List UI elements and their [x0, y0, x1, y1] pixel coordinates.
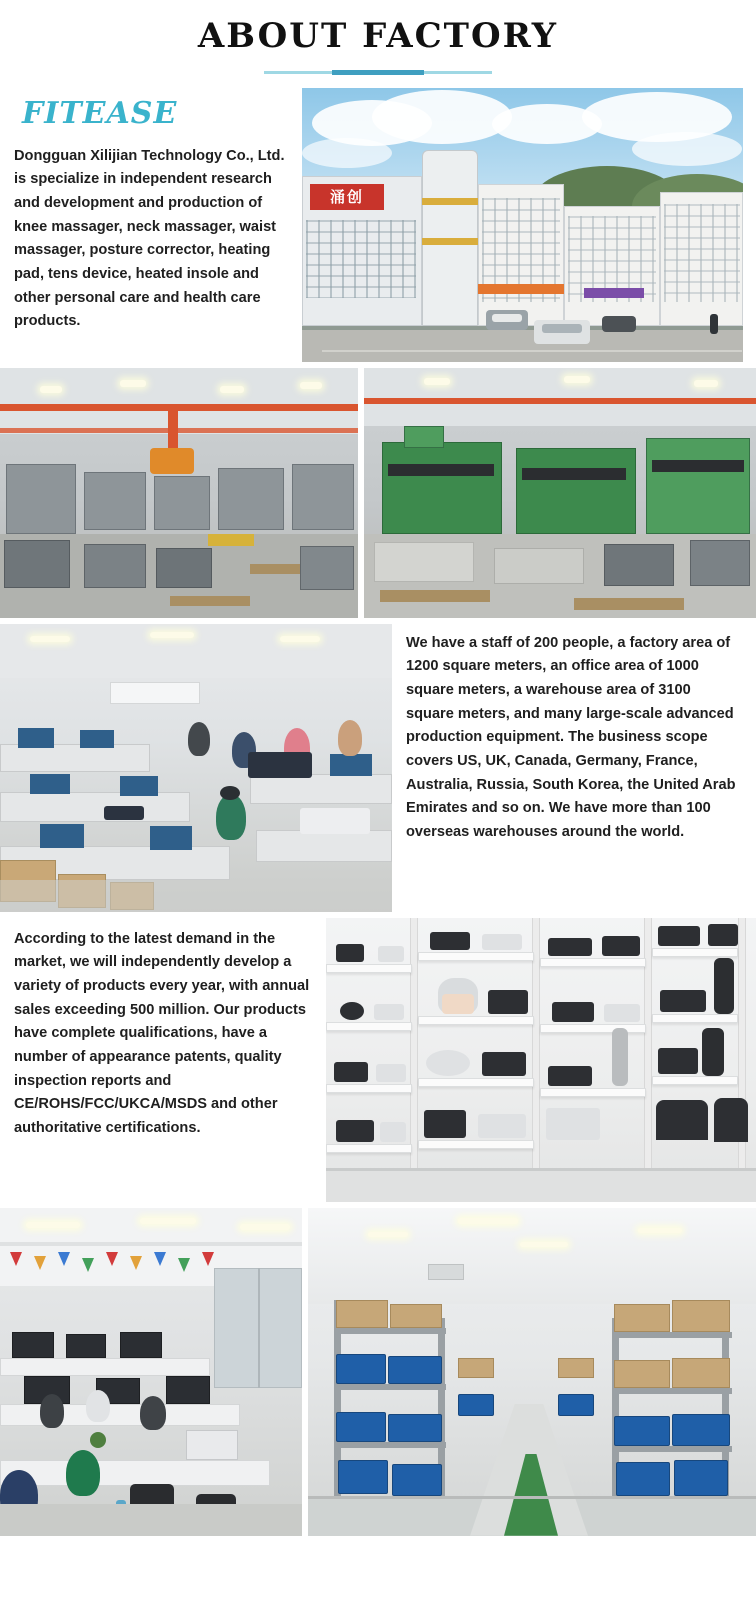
product-showroom-photo: [326, 918, 756, 1202]
sewing-production-line-photo: [0, 624, 392, 912]
office-staff-photo: [0, 1208, 302, 1536]
development-paragraph: According to the latest demand in the market, we will independently develop a variety of products every year, with annual sales exceeding 500 million. Our products have complete qualifications, have a number of appearance patents, quality inspection reports and CE/ROHS/FCC/UKCA/MSDS and other authoritative certifications.: [14, 930, 310, 1136]
workshop-row: [0, 368, 756, 618]
intro-paragraph: Dongguan Xilijian Technology Co., Ltd. is specialize in independent research and development and production of knee massager, neck massager, waist massager, posture corrector, heating pad, tens device, heated insole and other personal care and health care products.: [14, 147, 285, 330]
development-row: [0, 918, 756, 1202]
brand-name: FITEASE: [22, 95, 178, 131]
cnc-machines-photo: [364, 368, 756, 618]
warehouse-storage-photo: [308, 1208, 756, 1536]
capacity-row: [0, 624, 756, 912]
title-divider: [0, 71, 756, 74]
page-title: ABOUT FACTORY: [197, 16, 559, 56]
capacity-text-column: [392, 624, 756, 912]
factory-exterior-photo: [302, 88, 743, 362]
workshop-machines-photo: [0, 368, 358, 618]
development-text-column: [0, 918, 326, 1202]
wall-sign: 涌创: [310, 184, 384, 210]
capacity-paragraph: We have a staff of 200 people, a factory area of 1200 square meters, an office area of 1000 square meters, a warehouse area of 3100 square meters, and many large-scale advanced production equipment. The business scope covers US, UK, Canada, Germany, France, Australia, Russia, South Korea, the United Arab Emirates and so on. We have more than 100 overseas warehouses around the world.: [406, 634, 736, 840]
page-header: [0, 0, 756, 74]
divider-center-bar: [332, 70, 424, 75]
facilities-row: [0, 1208, 756, 1536]
intro-row: [0, 88, 756, 362]
divider-bar: [264, 71, 492, 74]
intro-text-column: [0, 88, 302, 362]
